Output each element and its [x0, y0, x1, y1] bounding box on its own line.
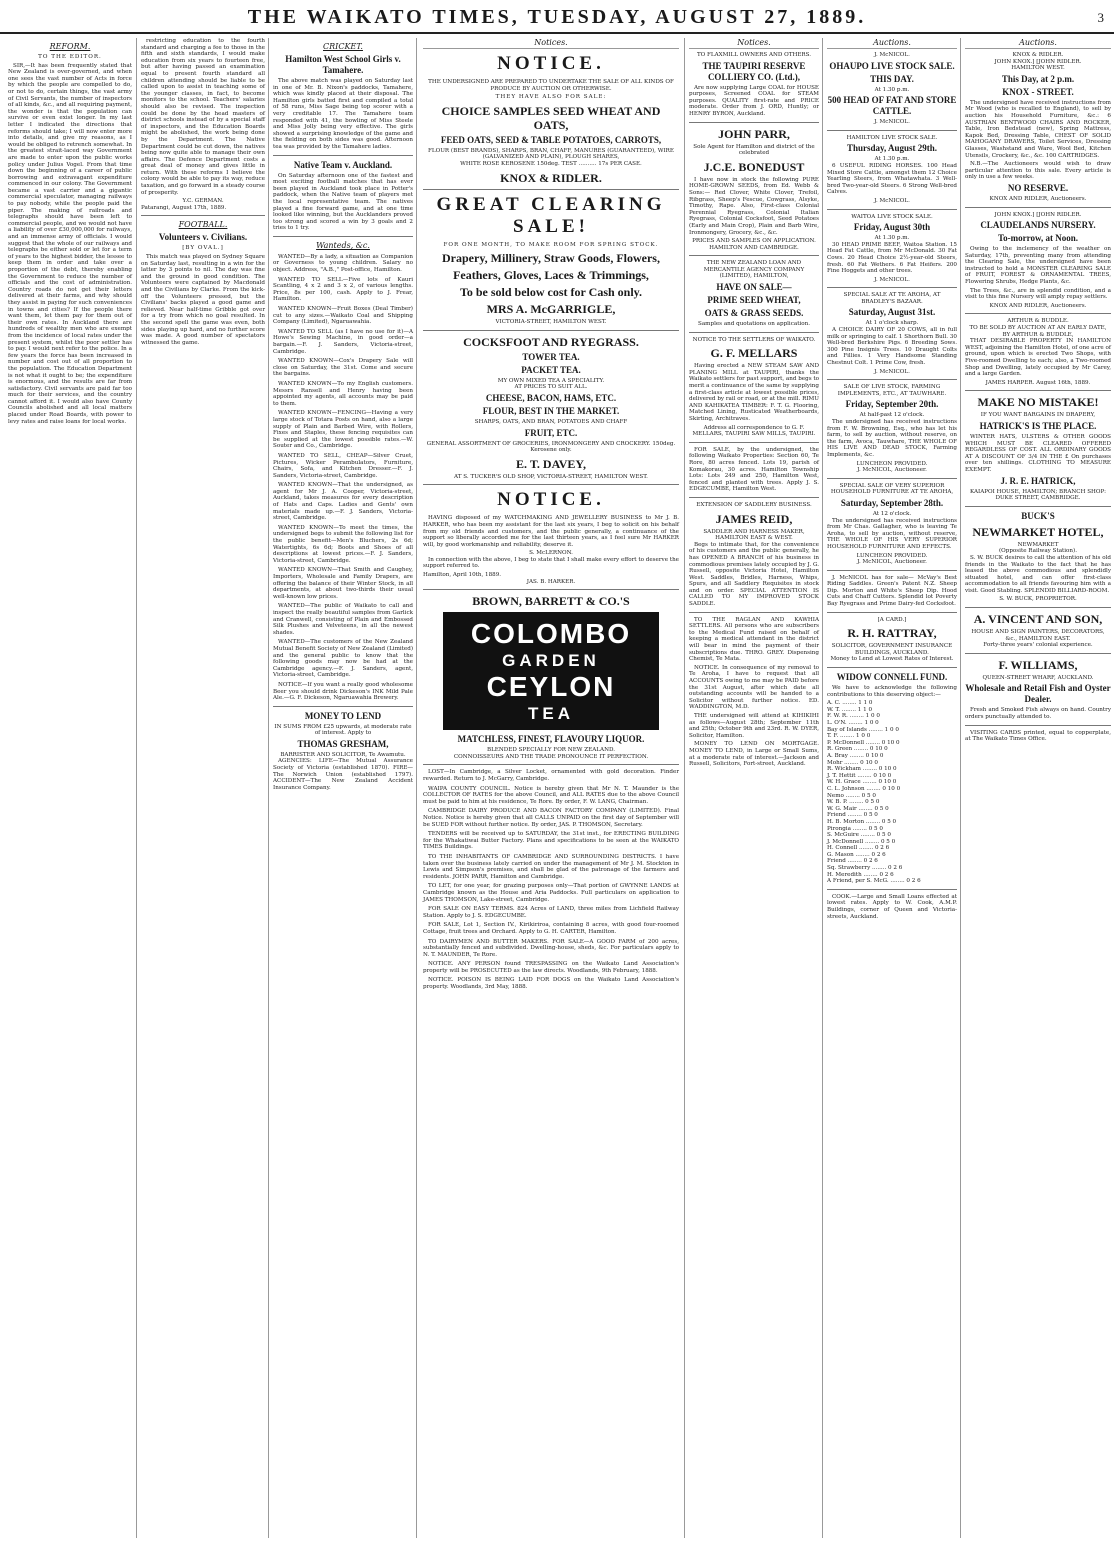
- ohaupo-cattle: 500 HEAD OF FAT AND STORE CATTLE.: [827, 95, 957, 117]
- native-title: Native Team v. Auckland.: [293, 159, 393, 170]
- divider: [965, 390, 1111, 391]
- colombo-note: BLENDED SPECIALLY FOR NEW ZEALAND.: [486, 747, 616, 754]
- groceries-line: GENERAL ASSORTMENT OF GROCERIES, IRONMONGERY AND CROCKERY. 150deg. Kerosene only.: [426, 440, 676, 454]
- divider: [827, 570, 957, 571]
- wanted-ad: WANTED KNOWN—To my English customers. Messrs Ransell and Henry having been appointed my agents, all accounts may be paid to them.: [273, 380, 413, 407]
- small-ad: CAMBRIDGE DAIRY PRODUCE AND BACON FACTORY COMPANY (LIMITED). Final Notice. Notice is hereby given that all CALLS UNPAID on the first day of September will be SUED FOR without further notice. By order, JAS. P. THOMSON, Secretary.: [423, 808, 679, 828]
- cocksfoot-title: COCKSFOOT AND RYEGRASS.: [463, 334, 639, 349]
- hamilton-sale-time: At 1.30 p.m.: [874, 156, 910, 163]
- taupiri-colliery: THE TAUPIRI RESERVE COLLIERY CO. (Ltd.),: [702, 60, 806, 82]
- claudelands-title: CLAUDELANDS NURSERY.: [980, 220, 1096, 231]
- for-sale-ad: FOR SALE, by the undersigned, the following Waikato Properties: Section 60, Te Rore, 80 acres fenced. Lots 19, parish of Komakorau, 30 acres. Hamilton Township Lots: Lots 249 and 250, Hamilton West, fenced and planted with trees. Apply J. S. EDGECUMBE, Hamilton West.: [689, 446, 819, 493]
- arthur-buddle-body: THAT DESIRABLE PROPERTY IN HAMILTON WEST, adjoining the Hamilton Hotel, of one acre of ground, upon which is erected Two Shops, with Five-roomed Dwelling to each; also, a Two-roomed Shop and Dwelling, lately occupied by Mr Carey, and a large Garden.: [965, 338, 1111, 378]
- reform-continued: restricting education to the fourth standard and charging a fee to those in the fifth and sixth standards, I would make education from six years to fourteen free, but after having passed an examination equal to present fourth standard all children attending should be liable to be called upon to assist in teaching some of the younger classes, in fact, to become monitors to the school. Teachers' salaries should also be revised. The inspection could be done by the head masters of district schools instead of by a special staff of inspectors, and the Education Boards might be abolished, the work being done by the Department. The Native Department could be cut down, the natives being now quite able to manage their own affairs. The Defence Department costs a great deal of money and gives little in return. With these reforms I believe the colony would be able to pay its way, reduce taxation, and go forward in a steady course of prosperity.: [141, 38, 265, 196]
- wanteds-heading: Wanteds, &c.: [316, 240, 370, 250]
- widow-connell-body: We have to acknowledge the following contributions to this deserving object:—: [827, 685, 957, 698]
- williams-sub: QUEEN-STREET WHARF, AUCKLAND.: [982, 674, 1094, 681]
- contribution-line: A. Bray ........ 0 10 0: [827, 752, 884, 759]
- visiting-cards-ad: VISITING CARDS printed, equal to copperplate, at The Waikato Times Office.: [965, 729, 1111, 743]
- knox-street-title: KNOX - STREET.: [1002, 86, 1074, 97]
- divider: [423, 330, 679, 331]
- garden-line: GARDEN: [502, 651, 600, 671]
- mellars-heading: NOTICE TO THE SETTLERS OF WAIKATO.: [692, 336, 816, 343]
- newmarket-sub: (Opposite Railway Station).: [999, 548, 1077, 555]
- divider: [827, 667, 957, 668]
- page-number: 3: [1097, 10, 1104, 25]
- parr-body: I have now in stock the following PURE HOME-GROWN SEEDS, from Ed. Webb & Sons:— Red Clover, White Clover, Trefoil, Ribgrass, Sheep's Fescue, Cowgrass, Alsyke, Timothy, Rape. Also, First-class Colonial Perennial Ryegrass, Colonial Italian Ryegrass, Colonial Cocksfoot, Seed Potatoes (Early and Main Crop), Plain and Barb Wire, Ironmongery, Grocery, &c., &c.: [689, 176, 819, 236]
- divider: [827, 612, 957, 613]
- no-reserve: NO RESERVE.: [1007, 182, 1069, 193]
- jce-bonedust: J.C.E. BONEDUST: [703, 159, 805, 174]
- claudelands-day: To-morrow, at Noon.: [997, 233, 1078, 244]
- te-aroha-time: At 1 o'clock sharp.: [865, 320, 919, 327]
- contribution-line: H. Connell ........ 0 2 6: [827, 845, 890, 852]
- masthead: [0, 0, 1114, 34]
- claudelands-signature: KNOX AND RIDLER, Auctioneers.: [989, 302, 1087, 309]
- te-aroha-day: Saturday, August 31st.: [848, 307, 936, 318]
- wanted-ad: WANTED TO SELL, CHEAP—Silver Cruet, Pictures, Wicker Perambulators, Furniture, Chairs, Sofa, and Kitchen Dresser.—F. J. Sanders, Victoria-street, Cambridge.: [273, 452, 413, 479]
- notices-heading: Notices.: [689, 38, 819, 49]
- column-auctions-knox: [960, 38, 1114, 1538]
- waitoa-signature: J. McNICOL.: [874, 276, 910, 283]
- reform-heading: REFORM.: [49, 42, 91, 51]
- mcgarrigle-address: VICTORIA-STREET, HAMILTON WEST.: [495, 319, 607, 326]
- colombo-tagline: MATCHLESS, FINEST, FLAVOURY LIQUOR.: [457, 734, 645, 745]
- furniture-signature: J. McNICOL, Auctioneer.: [857, 559, 927, 566]
- divider: [827, 379, 957, 380]
- seed-wheat-line: CHOICE SAMPLES SEED WHEAT AND OATS,: [441, 103, 661, 132]
- divider: [141, 215, 265, 216]
- divider: [965, 607, 1111, 608]
- mcgarrigle-name: MRS A. McGARRIGLE,: [486, 302, 616, 317]
- kerosene-line: WHITE ROSE KEROSENE 150deg. TEST .......... 17s PER CASE.: [460, 160, 642, 167]
- cricket-body: The above match was played on Saturday last in one of Mr. B. Nixon's paddocks, Tamahere, which was kindly placed at their disposal. The Hamilton girls batted first and compiled a total of 58 runs, Miss Sage being top scorer with a very creditable 17. The Tamahere team responded with 41, the bowling of Miss Steele and Miss Jolly being very effective. The girls showed a surprising knowledge of the game and the fielding on both sides was good. Afternoon tea was provided by the Tamahere ladies.: [273, 78, 413, 150]
- mellars-address: Address all correspondence to G. F. MELLARS, TAUPIRI SAW MILLS, TAUPIRI.: [692, 424, 816, 438]
- knox-sale-day: This Day, at 2 p.m.: [1001, 73, 1075, 84]
- small-ad: LOST—In Cambridge, a Silver Locket, ornamented with gold decoration. Finder rewarded. Return to J. McGarry, Cambridge.: [423, 769, 679, 783]
- contribution-line: H. Meredith ........ 0 2 6: [827, 871, 894, 878]
- mixed-tea: MY OWN MIXED TEA A SPECIALITY.: [497, 377, 605, 384]
- small-ad: NOTICE. ANY PERSON found TRESPASSING on the Waikato Land Association's property will be PROSECUTED as the law directs. Woodlands, 9th February, 1888.: [423, 961, 679, 974]
- hamilton-sale-signature: J. McNICOL.: [874, 197, 910, 204]
- oats-grass-seeds: OATS & GRASS SEEDS.: [704, 308, 804, 319]
- hatrick-body: WINTER HATS, ULSTERS & OTHER GOODS WHICH MUST BE CLEARED OFFERED REGARDLESS OF COST. ALL ORDINARY GOODS AT A DISCOUNT OF 3/4 IN THE £ On purchases over ten shillings. CLOTHING TO MEASURE EXEMPT.: [965, 433, 1111, 473]
- wanted-ad: NOTICE—If you want a really good wholesome Beer you should drink Dickeson's INK Mild Pale Ale.—G. F. Dickeson, Ngaruawahia Brewery.: [273, 681, 413, 702]
- auctions-heading: Auctions.: [827, 38, 957, 49]
- te-aroha-body: A CHOICE DAIRY OF 20 COWS, all in full milk or springing to calf. 1 Shorthorn Bull. 30 Well-bred Berkshire Pigs. 6 Breeding Sows. 300 Pine Insignis Trees. 10 Draught Colts and Fillies. 1 Very Handsome Standing Chestnut Colt. 1 Prime Cow, fresh.: [827, 327, 957, 367]
- knox-ridler-town: HAMILTON WEST.: [1011, 65, 1065, 72]
- notice-intro: THE UNDERSIGNED ARE PREPARED TO UNDERTAKE THE SALE OF ALL KINDS OF PRODUCE BY AUCTION OR OTHERWISE.: [428, 79, 674, 92]
- contribution-line: W. H. Grace ........ 0 10 0: [827, 779, 897, 786]
- tauwhare-title: SALE OF LIVE STOCK, FARMING IMPLEMENTS, ETC., AT TAUWHARE.: [837, 384, 947, 397]
- wanted-ad: WANTED KNOWN—To meet the times, the undersigned begs to submit the following list for the public benefit—Men's Bluchers, 2s 6d; Watertights, 6s 6d; Boots and Shoes of all descriptions at lowest prices.—F. J. Sanders, Victoria-street, Cambridge.: [273, 524, 413, 564]
- te-aroha-signature: J. McNICOL.: [874, 368, 910, 375]
- contribution-line: W. T. ........ 1 1 0: [827, 706, 873, 713]
- divider: [689, 442, 819, 443]
- parr-sub: Sole Agent for Hamilton and district of the celebrated: [693, 143, 815, 157]
- money-to-lend-agencies: AGENCIES: LIFE—The Mutual Assurance Society of Victoria (established 1870). FIRE—The Norwich Union (established 1797). ACCIDENT—The New Zealand Accident Insurance Company.: [273, 758, 413, 791]
- harker-notice-body: In connection with the above, I beg to state that I shall make every effort to deserve the support referred to.: [423, 556, 679, 570]
- feathers-line: Feathers, Gloves, Laces & Trimmings,: [453, 268, 649, 283]
- contribution-line: A Friend, per S. McG. ........ 0 2 6: [827, 878, 921, 885]
- wanted-ad: WANTED KNOWN—FENCING—Having a very large stock of Totara Posts on hand, also a large supply of Plain and Barbed Wire, with Rollers, Fixes and Staples, these fencing requisites can be supplied at the lowest possible rates.—W. Souter and Co., Cambridge.: [273, 410, 413, 450]
- wanted-ad: WANTED—The customers of the New Zealand Mutual Benefit Society of New Zealand (Limited) and the general public to know that the following goods may now be had at the Cambridge agency.—F. J. Sanders, agent, Victoria-street, Cambridge.: [273, 639, 413, 679]
- small-ad: WAIPA COUNTY COUNCIL. Notice is hereby given that Mr N. T. Maunder is the COLLECTOR OF RATES for the above Council, and ALL RATES due to the above Council must be paid to him at his residence, Te Rore. By order, F. W. LANG, Chairman.: [423, 785, 679, 805]
- williams-name: F. WILLIAMS,: [998, 657, 1078, 672]
- small-ad: TO DAIRYMEN AND BUTTER MAKERS. FOR SALE—A GOOD FARM of 200 acres, substantially fenced and subdivided. Dwelling-house, sheds, &c. For particulars apply to N. T. MAUNDER, Te Rore.: [423, 938, 679, 958]
- feed-oats-line: FEED OATS, SEED & TABLE POTATOES, CARROTS,: [440, 134, 662, 145]
- ceylon-line: CEYLON: [486, 671, 616, 703]
- small-ad: TENDERS will be received up to SATURDAY, the 31st inst., for ERECTING BUILDING for the Whakatiwai Butter Factory. Plans and specifications to be seen at the WAIKATO TIMES Buildings.: [423, 831, 679, 851]
- letter-dateline: Patarangi, August 17th, 1889.: [141, 204, 227, 211]
- contribution-line: J. T. Hettit ........ 0 10 0: [827, 772, 892, 779]
- contribution-line: P. McDonnell ........ 0 10 0: [827, 739, 900, 746]
- arthur-buddle-title: TO BE SOLD BY AUCTION AT AN EARLY DATE, BY ARTHUR & BUDDLE,: [969, 325, 1107, 338]
- contribution-line: R. Wickham ........ 0 10 0: [827, 766, 897, 773]
- furniture-sale-body: The undersigned has received instructions from Mr Chas. Gallagher, who is leaving Te Aroha, to sell by auction, without reserve, THE WHOLE OF HIS VERY SUPERIOR HOUSEHOLD FURNITURE AND EFFECTS.: [827, 517, 957, 550]
- john-parr-name: JOHN PARR,: [718, 126, 790, 141]
- column-letters: [136, 38, 269, 1538]
- knox-ridler-names: JOHN KNOX.] [JOHN RIDLER.: [994, 211, 1082, 218]
- divider: [827, 287, 957, 288]
- small-ad: FOR SALE, Lot 1, Section IV., Kirikiriroa, containing 8 acres, with good four-roomed Cottage, fruit trees and Orchard. Apply to G. H. CARTER, Hamilton.: [423, 922, 679, 935]
- williams-line: Wholesale and Retail Fish and Oyster Dealer.: [965, 683, 1111, 705]
- tauwhare-day: Friday, September 20th.: [845, 399, 939, 410]
- column-notices-2: [684, 38, 823, 1538]
- contribution-line: Friend ........ 0 2 6: [827, 858, 878, 865]
- contribution-line: C. L. Johnson ........ 0 10 0: [827, 785, 901, 792]
- mellars-name: G. F. MELLARS: [710, 346, 798, 361]
- divider: [423, 764, 679, 765]
- colombo-note-2: CONNOISSEURS AND THE TRADE PRONOUNCE IT PERFECTION.: [453, 753, 649, 760]
- newmarket-body: S. W. BUCK desires to call the attention of his old friends in the Waikato to the fact that he has leased the above commodious and splendidly situated hotel, and can offer first-class accommodation to all friends favouring him with a visit. Good Stabling. SPLENDID BILLIARD-ROOM.: [965, 554, 1111, 594]
- mclernon-signature: S. McLERNON.: [529, 550, 573, 557]
- flaxmill-heading: TO FLAXMILL OWNERS AND OTHERS.: [696, 52, 812, 58]
- divider: [689, 122, 819, 123]
- hatricks-place: HATRICK'S IS THE PLACE.: [979, 420, 1097, 431]
- football-heading: FOOTBALL.: [178, 220, 228, 230]
- claudelands-body: Owing to the inclemency of the weather on Saturday, 17th, preventing many from attending the Clearing Sale, the undersigned have been instructed to hold a MONSTER CLEARING SALE of FRUIT, FOREST & ORNAMENTAL TREES, Flowering Shrubs, Hedge Plants, &c.: [965, 246, 1111, 286]
- contribution-line: Nemo ........ 0 5 0: [827, 792, 876, 799]
- divider: [827, 478, 957, 479]
- harker-date: Hamilton, April 10th, 1889.: [423, 572, 502, 579]
- prices-line: AT PRICES TO SUIT ALL.: [514, 384, 588, 391]
- divider: [689, 497, 819, 498]
- tauwhare-luncheon: LUNCHEON PROVIDED.: [856, 460, 928, 467]
- divider: [423, 589, 679, 590]
- furniture-sale-time: At 12 o'clock.: [872, 510, 912, 517]
- tower-tea: TOWER TEA.: [522, 351, 580, 362]
- harker-signature: JAS. B. HARKER.: [526, 578, 576, 585]
- small-ad: TO THE INHABITANTS OF CAMBRIDGE AND SURROUNDING DISTRICTS. I have taken over the business lately carried on under the management of Mr J. M. Stockton in Lewis and Simpson's premises, and shall be glad of the patronage of the farmers and residents. JOHN PARR, Hamilton and Cambridge.: [423, 853, 679, 880]
- divider: [827, 209, 957, 210]
- clearing-sale-sub: FOR ONE MONTH, TO MAKE ROOM FOR SPRING STOCK.: [443, 241, 659, 248]
- football-byline: [BY OVAL.]: [182, 245, 224, 252]
- football-body: This match was played on Sydney Square on Saturday last, resulting in a win for the latter by 3 points to nil. The day was fine and the ground in good condition. The Volunteers were captained by Macdonald and the Civilians by Clarke. From the kick-off the Volunteers pressed, but the Civilians' backs played a good game and relieved. Near half-time Gribble got over for a try from which no goal resulted. In the second spell the game was even, both sides playing up hard, and no further score was made. A good number of spectators witnessed the game.: [141, 254, 265, 346]
- te-aroha-title: SPECIAL SALE AT TE AROHA, AT BRADLEY'S BAZAAR.: [843, 292, 941, 305]
- wanted-ad: WANTED TO SELL—Five lots of Kauri Scantling, 4 x 2 and 3 x 2, of various lengths. Price, 8s per 100, cash. Apply to J. Frear, Hamilton.: [273, 276, 413, 303]
- ohaupo-day: THIS DAY.: [870, 73, 914, 84]
- raglan-kawhia-notice: TO THE RAGLAN AND KAWHIA SETTLERS. All persons who are subscribers to the Medical Fund raised on behalf of keeping a medical attendant in the district will bear in mind the payment of their subscriptions due. THRO. GREY. Dispensing Chemist, Te Mata.: [689, 616, 819, 663]
- colombo-line: COLOMBO: [470, 618, 632, 650]
- flour-line: FLOUR (BEST BRANDS), SHARPS, BRAN, CHAFF, MANURES (GUARANTEED), WIRE (GALVANIZED AND PLAIN), PLOUGH SHARES,: [428, 147, 674, 161]
- small-ad: NOTICE. POISON IS BEING LAID FOR DOGS on the Waikato Land Association's property. Woodlands, 3rd May, 1888.: [423, 977, 679, 991]
- cricket-heading: CRICKET.: [323, 42, 363, 51]
- notice-title: NOTICE.: [497, 53, 605, 74]
- vincent-years: Forty-three years' colonial experience.: [983, 642, 1093, 649]
- drapery-line: Drapery, Millinery, Straw Goods, Flowers,: [442, 251, 660, 266]
- vincent-sub: HOUSE AND SIGN PAINTERS, DECORATORS, &c., HAMILTON EAST.: [971, 629, 1105, 642]
- hamilton-sale-day: Thursday, August 29th.: [846, 143, 938, 154]
- parr-towns: HAMILTON AND CAMBRIDGE.: [709, 244, 799, 251]
- knox-sale-body: The undersigned have received instructions from Mr Wood (who is recalled to England), to sell by auction his Household Furniture, &c.: 6 AUSTRIAN BENTWOOD CHAIRS AND ROCKER, Table, Iron Bedstead (new), Spring Mattress, Kapok Bed, Dressing Table, CHEST OF SOLID MAHOGANY DRAWERS, Toilet Services, Dressing Glasses, Washstand and Ware, Wool Bed, Kitchen Utensils, Crockery, &c., &c. 100 CARTRIDGES.: [965, 99, 1111, 159]
- sharps-line: SHARPS, OATS, AND BRAN, POTATOES AND CHAFF: [474, 418, 628, 425]
- furniture-sale-title: SPECIAL SALE OF VERY SUPERIOR HOUSEHOLD FURNITURE AT TE AROHA,: [830, 482, 954, 496]
- davey-name: E. T. DAVEY,: [516, 456, 586, 471]
- saddlery-heading: EXTENSION OF SADDLERY BUSINESS.: [696, 501, 812, 508]
- contribution-line: S. McGuire ........ 0 5 0: [827, 832, 891, 839]
- james-reid-name: JAMES REID,: [715, 511, 793, 526]
- waitoa-time: At 1.30 p.m.: [874, 235, 910, 242]
- small-ad: TO LET, for one year, for grazing purposes only—That portion of GWYNNE LANDS at Cambridge known as the House and Aria Paddocks. Full particulars on application to JAMES THOMSON, Lake-street, Cambridge.: [423, 883, 679, 903]
- nzloan-have: HAVE ON SALE—: [716, 282, 792, 293]
- divider: [827, 889, 957, 890]
- money-to-lend-role: BARRISTER AND SOLICITOR, Te Awamutu.: [280, 751, 406, 758]
- prime-seed-wheat: PRIME SEED WHEAT,: [707, 295, 801, 306]
- wanted-ad: WANTED—By a lady, a situation as Companion or Governess to young children. Salary no object. Address, "A.B.," Post-office, Hamilton.: [273, 253, 413, 274]
- knox-signature: KNOX AND RIDLER, Auctioneers.: [989, 195, 1087, 202]
- cash-only-line: To be sold below cost for Cash only.: [459, 285, 643, 300]
- tea-line: TEA: [528, 704, 574, 724]
- wanted-ad: WANTED KNOWN—That Smith and Caughey, Importers, Wholesale and Family Drapers, are offering the balance of their Winter Stock, in all departments, at about two-thirds their usual well-known low prices.: [273, 567, 413, 600]
- tauwhare-signature: J. McNICOL, Auctioneer.: [857, 467, 927, 474]
- tauwhare-body: The undersigned has received instructions from F. W. Browning, Esq., who has let his farm, to sell by auction, without reserve, on the farm, Avoca, Tauwhare, THE WHOLE OF HIS LIVE AND DEAD STOCK, Farming Implements, &c.: [827, 419, 957, 458]
- divider: [689, 332, 819, 333]
- contribution-line: H. B. Morton ........ 0 5 0: [827, 818, 897, 825]
- nzloan-footer: Samples and quotations on application.: [698, 321, 810, 328]
- claudelands-body-2: The Trees, &c., are in splendid condition, and a visit to this fine Nursery will amply repay settlers.: [965, 287, 1111, 301]
- card-label: [A CARD.]: [877, 616, 907, 623]
- wanted-ad: WANTED KNOWN—Fruit Boxes (Deal Timber) cut to any sizes.—Waikato Coal and Shipping Company (Limited), Ngaruawahia.: [273, 306, 413, 326]
- rattray-money: Money to Lend at Lowest Rates of Interest.: [830, 656, 954, 663]
- waitoa-title: WAITOA LIVE STOCK SALE.: [851, 213, 933, 220]
- reform-body: SIR,—It has been frequently stated that New Zealand is over-governed, and when one sees the vast number of Acts in force by which the people are compelled to do, or not to do, certain things, the vast army of Civil Servants, the number of inspectors of all kinds, &c., and all requiring payment, the wonder is that the population can survive or even exist longer. In my last letter I indicated the directions that reforms should take; I will now enter more into details, and give my reasons, as I would be obliged to retrench somewhat. In the greatest strait-laced way Government are made to enter upon the public works policy under Julius Vogel. From that time down the beginning of a career of public borrowing and extravagant expenditure commenced in our colony. The Government became a vast carrier and a gigantic commercial speculator, managing railways to pay nobody, while the people paid the piper. The making of railroads and telegraphs should have been left to commercial people, and we would not have a liability of over £30,000,000 for railways, and an immense army of officials. I would suggest that the whole of our railways and telegraphs be either sold or let for a term of years to the highest bidder, the lessee to keep them in order and take over a proportion of the debt, thereby enabling the Government to reduce the number of officials and the cost of administration. Country roads do not get their letters delivered at their farms, and why should they assist in paying for such conveniences in towns and cities? If the people there want them, let them pay for them out of their own rates. In Auckland there are hundreds of wealthy men who are exempt from the incidence of local rates under the present system, whilst the poor settler has to pay. I would next refer to the police. In a few years the force has been increased in number and cost out of all proportion to the population. The Education Department is not what it ought to be; the expenditure is enormous, and the results are far from satisfactory. Civil servants are paid far too much for their services, and the country cannot afford it. I would also have County Councils abolished and all local matters placed under Road Boards, with power to levy rates and raise loans for local works.: [8, 62, 132, 425]
- clearing-sale-title: GREAT CLEARING SALE!: [436, 193, 666, 237]
- make-no-mistake: MAKE NO MISTAKE!: [977, 395, 1099, 410]
- reid-sub: SADDLER AND HARNESS MAKER, HAMILTON EAST & WEST.: [703, 528, 805, 542]
- ohaupo-title: OHAUPO LIVE STOCK SALE.: [829, 60, 955, 71]
- mcnicol-for-sale: J. McNICOL has for sale— McVay's Best Riding Saddles. Green's Patent N.Z. Sheep Dip. Morton and White's Sheep Dip. Hood Cuts and Chaff Cutters. Splendid lot Poverty Bay Ryegrass and Prime Dairy-fed Cocksfoot.: [827, 574, 957, 608]
- notices-heading: Notices.: [423, 38, 679, 49]
- letter-signature: Y.C. GERMAN.: [182, 198, 224, 205]
- furniture-luncheon: LUNCHEON PROVIDED.: [856, 552, 928, 559]
- davey-address: AT S. TUCKER'S OLD SHOP, VICTORIA-STREET, HAMILTON WEST.: [454, 473, 648, 480]
- newmarket-town: NEWMARKET: [1017, 541, 1059, 548]
- packet-tea: PACKET TEA.: [521, 364, 581, 375]
- divider: [273, 236, 413, 237]
- reform-subheading: TO THE EDITOR.: [38, 54, 102, 60]
- hatrick-address: KAIAPOI HOUSE, HAMILTON; BRANCH SHOP: DUKE STREET, CAMBRIDGE.: [970, 488, 1106, 502]
- contribution-line: Pirongia ........ 0 5 0: [827, 825, 883, 832]
- contribution-line: Bay of Islands ........ 1 0 0: [827, 726, 899, 733]
- bargains-line: IF YOU WANT BARGAINS IN DRAPERY,: [980, 412, 1096, 419]
- rattray-role: SOLICITOR, GOVERNMENT INSURANCE BUILDINGS, AUCKLAND.: [831, 643, 953, 656]
- divider: [689, 612, 819, 613]
- auctions-heading: Auctions.: [965, 38, 1111, 49]
- divider: [423, 189, 679, 190]
- waitoa-body: 30 HEAD PRIME BEEF, Waitoa Station. 15 Head Fat Cattle, from Mr McDonald. 30 Fat Cows. 20 Head Choice 2½-year-old Steers, fresh. 60 Fat Wethers. 6 Fat Heifers. 200 Fine Hoggets and other trees.: [827, 241, 957, 275]
- ohaupo-time: At 1.30 p.m.: [874, 86, 910, 93]
- divider: [273, 155, 413, 156]
- divider: [423, 484, 679, 485]
- contribution-line: W. G. Mair ........ 0 5 0: [827, 805, 889, 812]
- column-auctions-mcnicol: [822, 38, 961, 1538]
- wanted-ad: WANTED KNOWN—That the undersigned, as agent for Mr J. A. Cooper, Victoria-street, Auckland, takes measures for every description of Hats and Caps. Ladies and Gents' own materials made up.—F. J. Sanders, Victoria-street, Cambridge.: [273, 482, 413, 522]
- contribution-line: W. B. P. ........ 0 5 0: [827, 799, 880, 806]
- divider: [965, 506, 1111, 507]
- cook-loans-ad: COOK.—Large and Small Loans effected at lowest rates. Apply to W. Cook, A.M.P. Buildings, corner of Queen and Victoria-streets, Auckland.: [827, 893, 957, 920]
- arthur-buddle-signature: JAMES HARPER. August 16th, 1889.: [985, 379, 1091, 386]
- mellars-body: Having erected a NEW STEAM SAW AND PLANING MILL at TAUPIRI, thanks the Waikato settlers for past support, and begs to merit a continuance of the same by supplying a first-class article at lowest possible prices, delivered by rail or road, or at the mill. RIMU AND KAHIKATEA TIMBER: F. T. G. Flooring, Matched Lining, Rusticated Weatherboards, Skirting, Architraves.: [689, 363, 819, 422]
- money-to-lend-ad: MONEY TO LEND ON MORTGAGE. MONEY TO LEND, in Large or Small Sums, at a moderate rate of interest.—Jackson and Russell, Solicitors, Fort-street, Auckland.: [689, 741, 819, 768]
- knox-ridler-names: JOHN KNOX.] [JOHN RIDLER.: [994, 58, 1082, 65]
- arthur-buddle-header: ARTHUR & BUDDLE.: [1007, 318, 1069, 325]
- column-notices-main: [416, 38, 685, 1538]
- notice-title: NOTICE.: [497, 489, 605, 511]
- notice-also: THEY HAVE ALSO FOR SALE:: [495, 94, 607, 101]
- wanted-ad: WANTED—The public of Waikato to call and inspect the really beautiful samples from Garlick and Cranwell, consisting of Plain and Embossed Silk Plushes and Velveteens, in all the newest shades.: [273, 603, 413, 636]
- wanted-ad: WANTED KNOWN—Cox's Drapery Sale will close on Saturday, the 31st. Come and secure the bargains.: [273, 358, 413, 378]
- watchmaking-notice-body: HAVING disposed of my WATCHMAKING AND JEWELLERY BUSINESS to Mr J. B. HARKER, who has been my assistant for the last six years, I beg to solicit on his behalf from my old friends and customers, and the public generally, a continuance of the support so liberally accorded me for the last thirteen years, as I feel sure Mr HARKER will, by good workmanship and reliability, deserve it.: [423, 515, 679, 548]
- contribution-line: L. O'N. ........ 1 0 0: [827, 720, 879, 726]
- contribution-line: G. Mason ........ 0 2 6: [827, 851, 886, 858]
- small-ad: FOR SALE ON EASY TERMS. 824 Acres of LAND, three miles from Lichfield Railway Station. Apply to J. S. EDGECUMBE.: [423, 906, 679, 919]
- cheese-line: CHEESE, BACON, HAMS, ETC.: [485, 392, 617, 403]
- masthead-title: THE WAIKATO TIMES, TUESDAY, AUGUST 27, 1889.: [247, 6, 867, 28]
- contribution-line: Sq. Strawberry ........ 0 2 6: [827, 865, 903, 872]
- knox-ridler-header: KNOX & RIDLER.: [1012, 52, 1064, 58]
- column-reform: [4, 38, 136, 1538]
- bucks-header: BUCK'S: [1021, 510, 1055, 521]
- fruit-line: FRUIT, ETC.: [524, 427, 578, 438]
- waddington-notice: NOTICE. In consequence of my removal to Te Aroha, I have to request that all ACCOUNTS owing to me may be PAID before the 31st August, after which date all outstanding accounts will be handed to a Solicitor without further notice. ED. WADDINGTON, M.D.: [689, 664, 819, 711]
- rattray-name: R. H. RATTRAY,: [847, 626, 937, 641]
- brown-barrett-firm: BROWN, BARRETT & CO.'S: [472, 594, 630, 609]
- contribution-line: Friend ........ 0 5 0: [827, 812, 878, 819]
- divider: [965, 207, 1111, 208]
- coal-body: Are now supplying Large COAL for HOUSE purposes, Screened COAL for STEAM purposes. QUALITY first-rate and PRICE moderate. Order from J. ORD, Huntly; or HENRY BYRON, Auckland.: [689, 84, 819, 117]
- williams-body: Fresh and Smoked Fish always on hand. Country orders punctually attended to.: [965, 707, 1111, 721]
- contribution-line: F. W. R. ........ 1 0 0: [827, 713, 880, 720]
- hamilton-sale-body: 6 USEFUL RIDING HORSES. 100 Head Mixed Store Cattle, amongst them 12 Choice Yearling Steers, from Whatawhata. 3 Well-bred Two-year-old Steers. 6 Strong Well-bred Calves.: [827, 162, 957, 196]
- divider: [965, 313, 1111, 314]
- colombo-tea-banner: [443, 612, 659, 730]
- buck-signature: S. W. BUCK, PROPRIETOR.: [999, 596, 1077, 603]
- contribution-line: R. Green ........ 0 10 0: [827, 746, 888, 753]
- hatrick-name: J. R. E. HATRICK,: [1000, 475, 1076, 486]
- flour-best-line: FLOUR, BEST IN THE MARKET.: [482, 405, 620, 416]
- reid-body: Begs to intimate that, for the convenience of his customers and the public generally, he has OPENED A BRANCH of his business in commodious premises lately occupied by J. G. Russell, opposite Victoria Hotel, Hamilton West. Saddles, Bridles, Harness, Whips, Spurs, and all Saddlery Requisites in stock and on order. SPECIAL ATTENTION IS CALLED TO MY IMPROVED STOCK SADDLE.: [689, 541, 819, 608]
- football-title: Volunteers v. Civilians.: [158, 232, 248, 243]
- money-to-lend-sub: IN SUMS FROM £25 upwards, at moderate rate of interest. Apply to: [274, 723, 412, 737]
- cricket-title: Hamilton West School Girls v. Tamahere.: [285, 54, 401, 75]
- mcnicol-header: J. McNICOL.: [874, 52, 910, 58]
- wanted-ad: WANTED TO SELL (as I have no use for it)—A Howe's Sewing Machine, in good order—a bargain.—F. J. Sanders, Victoria-street, Cambridge.: [273, 328, 413, 355]
- divider: [965, 725, 1111, 726]
- contribution-line: T. F. ........ 1 0 0: [827, 733, 871, 740]
- divider: [689, 255, 819, 256]
- vincent-name: A. VINCENT AND SON,: [973, 612, 1103, 627]
- money-to-lend-name: THOMAS GRESHAM,: [297, 738, 389, 749]
- hamilton-sale-title: HAMILTON LIVE STOCK SALE.: [846, 134, 938, 141]
- contribution-line: Mohr ........ 0 10 0: [827, 759, 878, 766]
- contribution-line: J. McDonnell ........ 0 5 0: [827, 838, 896, 845]
- waitoa-day: Friday, August 30th: [853, 222, 931, 233]
- parr-prices: PRICES AND SAMPLES ON APPLICATION.: [692, 238, 816, 245]
- tauwhare-time: At half-past 12 o'clock.: [859, 412, 925, 419]
- furniture-sale-day: Saturday, September 28th.: [840, 497, 944, 508]
- column-cricket-wanteds: [268, 38, 417, 1538]
- native-body: On Saturday afternoon one of the fastest and most exciting football matches that has ever been played in Auckland took place in Potter's paddock, when the Native team of players met the local representative team. The natives played a fine forward game, and at one time looked like winning, but the Aucklanders proved too strong and scored a win by 3 goals and 2 tries to 1 try.: [273, 172, 413, 232]
- knox-sale-nb: N.B.—The Auctioneers would wish to draw particular attention to this sale. Every article is only in use a few weeks.: [965, 161, 1111, 181]
- widow-connell-title: WIDOW CONNELL FUND.: [836, 672, 948, 683]
- contribution-line: A. C. ........ 1 1 0: [827, 700, 873, 707]
- money-to-lend-title: MONEY TO LEND: [304, 710, 382, 721]
- kihikihi-notice: THE undersigned will attend at KIHIKIHI as follows—August 28th; September 11th and 25th; October 9th and 23rd. R. W. DYER, Solicitor, Hamilton.: [689, 712, 819, 739]
- knox-ridler-firm: KNOX & RIDLER.: [500, 170, 602, 185]
- nzloan-title: THE NEW ZEALAND LOAN AND MERCANTILE AGENCY COMPANY (LIMITED), HAMILTON,: [703, 260, 805, 280]
- divider: [965, 653, 1111, 654]
- divider: [827, 130, 957, 131]
- ohaupo-signature: J. McNICOL.: [874, 119, 910, 126]
- divider: [273, 706, 413, 707]
- newmarket-hotel: NEWMARKET HOTEL,: [972, 524, 1104, 539]
